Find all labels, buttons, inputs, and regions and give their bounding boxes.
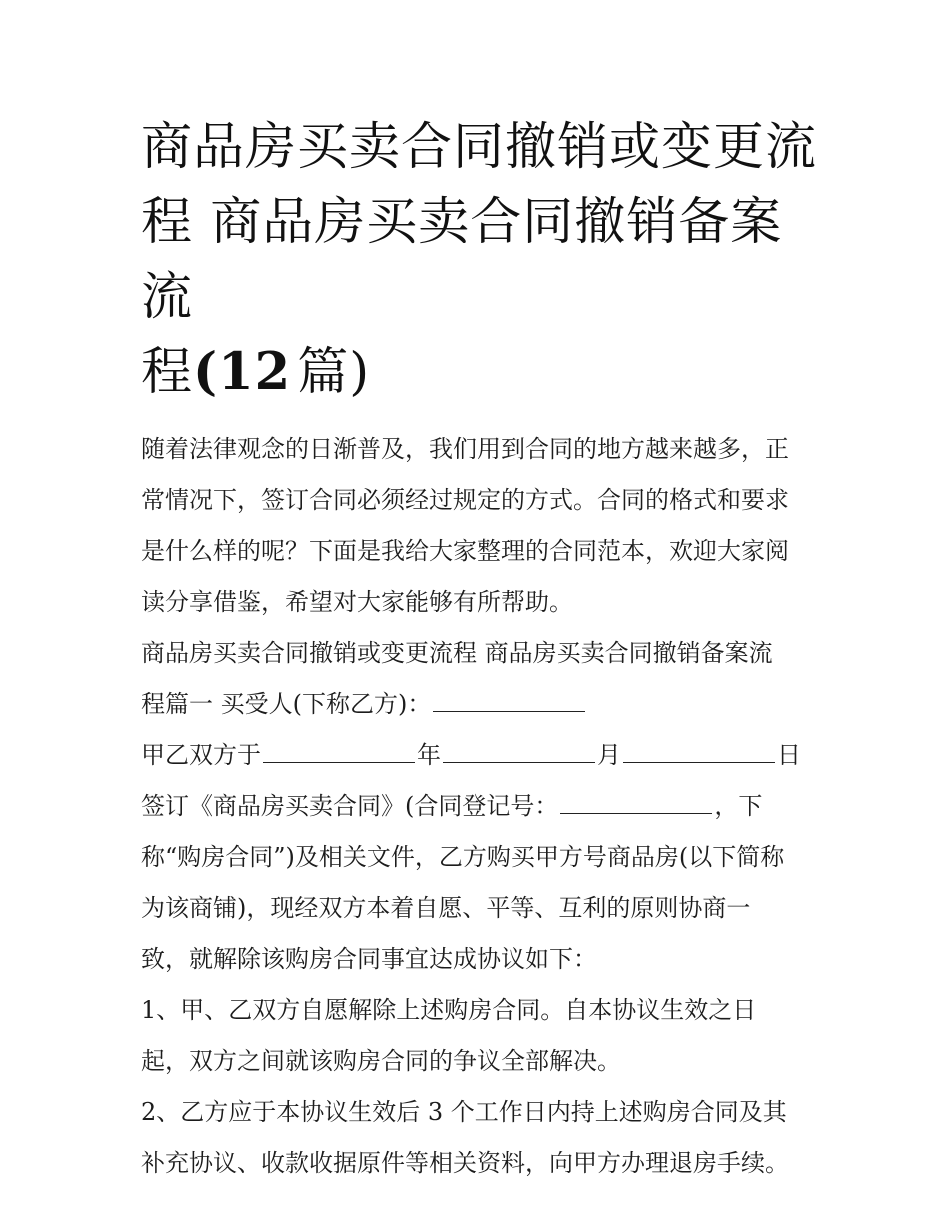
title-count: (12	[193, 342, 292, 402]
item-2-line-1: 2、乙方应于本协议生效后 3 个工作日内持上述购房合同及其	[141, 1098, 787, 1126]
month-label: 月	[597, 741, 621, 769]
document-title	[141, 110, 821, 410]
year-blank	[263, 730, 415, 763]
document-body	[141, 424, 821, 1189]
clause-line-4: 为该商铺)，现经双方本着自愿、平等、互利的原则协商一	[141, 894, 751, 922]
sign-suffix: ，下	[714, 792, 763, 820]
item-1-line-1: 1、甲、乙双方自愿解除上述购房合同。自本协议生效之日	[141, 996, 757, 1024]
clause-date-line	[141, 730, 821, 781]
buyer-name-blank	[433, 679, 585, 712]
intro-line-4: 读分享借鉴，希望对大家能够有所帮助。	[141, 588, 573, 616]
section-heading-line-1: 商品房买卖合同撤销或变更流程 商品房买卖合同撤销备案流	[141, 639, 773, 667]
contract-number-blank	[560, 781, 712, 814]
item-1-line-2: 起，双方之间就该购房合同的争议全部解决。	[141, 1047, 621, 1075]
section-heading-line-2	[141, 679, 821, 730]
intro-line-3: 是什么样的呢？下面是我给大家整理的合同范本，欢迎大家阅	[141, 537, 789, 565]
date-prefix: 甲乙双方于	[141, 741, 261, 769]
year-label: 年	[417, 741, 441, 769]
title-line-2: 程 商品房买卖合同撤销备案流	[141, 193, 783, 327]
title-line-3-suffix: 篇)	[297, 343, 371, 402]
day-label: 日	[777, 741, 801, 769]
sign-prefix: 签订《商品房买卖合同》(合同登记号：	[141, 792, 559, 820]
clause-sign-line	[141, 781, 821, 832]
month-blank	[443, 730, 595, 763]
title-line-3-prefix: 程	[141, 343, 194, 402]
clause-line-5: 致，就解除该购房合同事宜达成协议如下：	[141, 945, 597, 973]
clause-line-3: 称“购房合同”)及相关文件，乙方购买甲方号商品房(以下简称	[141, 843, 785, 871]
buyer-label: 程篇一 买受人(下称乙方)：	[141, 690, 432, 718]
document-page	[141, 110, 821, 1189]
intro-line-1: 随着法律观念的日渐普及，我们用到合同的地方越来越多，正	[141, 435, 789, 463]
title-line-1: 商品房买卖合同撤销或变更流	[141, 118, 818, 177]
day-blank	[623, 730, 775, 763]
title-line-3	[141, 335, 821, 410]
intro-line-2: 常情况下，签订合同必须经过规定的方式。合同的格式和要求	[141, 486, 789, 514]
item-2-line-2: 补充协议、收款收据原件等相关资料，向甲方办理退房手续。	[141, 1149, 789, 1177]
